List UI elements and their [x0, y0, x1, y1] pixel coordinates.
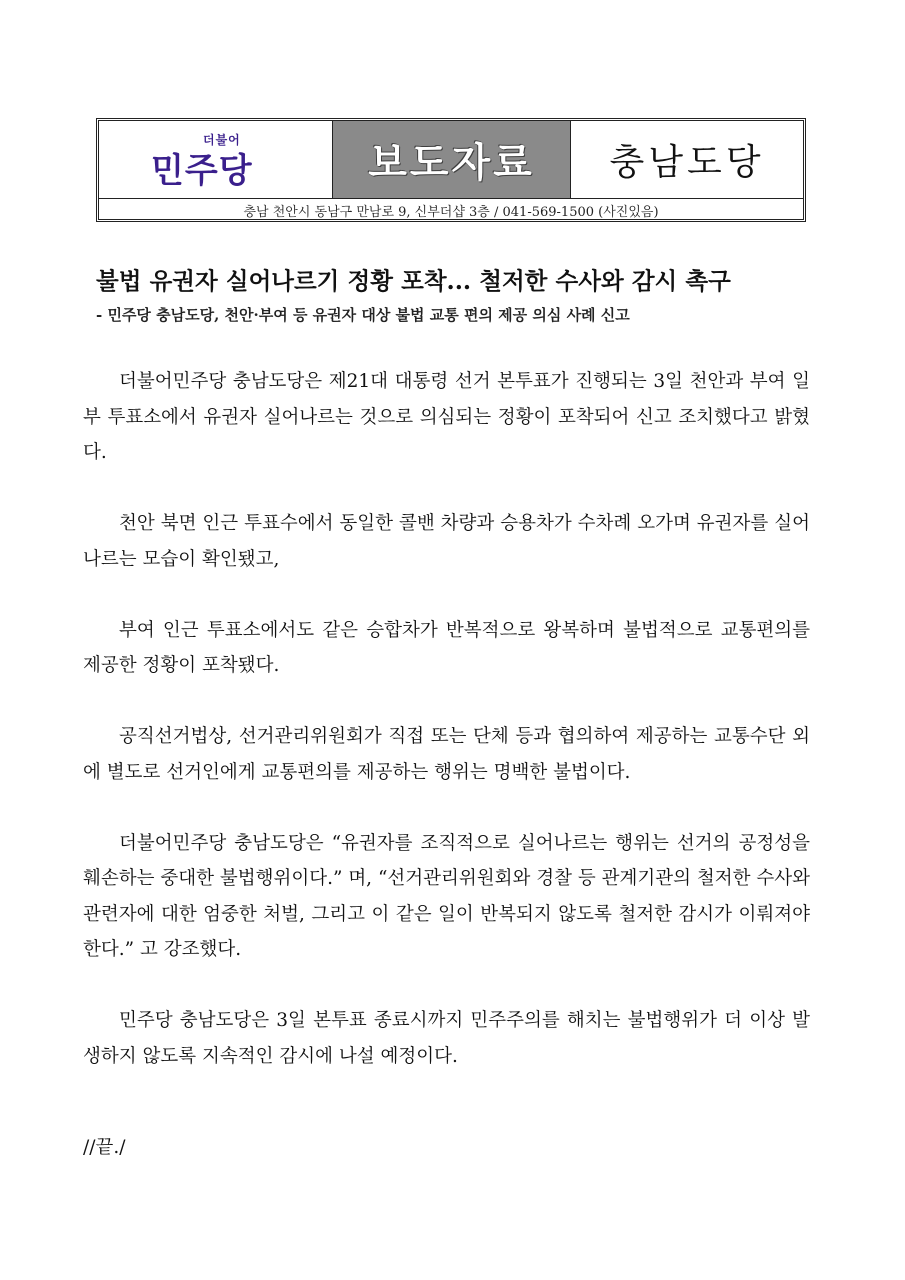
doc-type-title: 보도자료	[368, 140, 535, 186]
org-name: 충남도당	[609, 142, 765, 183]
paragraph: 공직선거법상, 선거관리위원회가 직접 또는 단체 등과 협의하여 제공하는 교통수단 외에 별도로 선거인에게 교통편의를 제공하는 행위는 명백한 불법이다.	[83, 726, 810, 783]
subheadline: - 민주당 충남도당, 천안·부여 등 유권자 대상 불법 교통 편의 제공 의심 사례 신고	[96, 306, 630, 324]
address-line: 충남 천안시 동남구 만남로 9, 신부더샵 3층 / 041-569-1500 (사진있음)	[243, 204, 659, 220]
paragraph: 부여 인근 투표소에서도 같은 승합차가 반복적으로 왕복하며 불법적으로 교통편의를 제공한 정황이 포착됐다.	[83, 619, 810, 676]
headline: 불법 유권자 실어나르기 정황 포착... 철저한 수사와 감시 촉구	[96, 267, 731, 295]
paragraph: 민주당 충남도당은 3일 본투표 종료시까지 민주주의를 해치는 불법행위가 더 이상 발생하지 않도록 지속적인 감시에 나설 예정이다.	[83, 1010, 810, 1067]
paragraph: 천안 북면 인근 투표수에서 동일한 콜밴 차량과 승용차가 수차례 오가며 유권자를 실어나르는 모습이 확인됐고,	[83, 513, 810, 570]
party-logo	[99, 121, 333, 198]
end-mark: //끝./	[83, 1137, 126, 1158]
doc-type-cell	[333, 121, 571, 198]
press-release-header	[96, 118, 806, 222]
article-body	[83, 364, 810, 1110]
logo-main-text: 민주당	[151, 151, 253, 191]
header-row	[99, 121, 803, 199]
org-cell	[571, 121, 803, 198]
logo-small-text: 더불어	[203, 133, 241, 147]
paragraph: 더불어민주당 충남도당은 제21대 대통령 선거 본투표가 진행되는 3일 천안과 부여 일부 투표소에서 유권자 실어나르는 것으로 의심되는 정황이 포착되어 신고 조치했다고 밝혔다.	[83, 371, 810, 463]
paragraph: 더불어민주당 충남도당은 “유권자를 조직적으로 실어나르는 행위는 선거의 공정성을 훼손하는 중대한 불법행위이다.” 며, “선거관리위원회와 경찰 등 관계기관의 철저한 수사와 관련자에 대한 엄중한 처벌, 그리고 이 같은 일이 반복되지 않도록 철저한 감시가 이뤄져야 한다.” 고 강조했다.	[83, 832, 810, 960]
